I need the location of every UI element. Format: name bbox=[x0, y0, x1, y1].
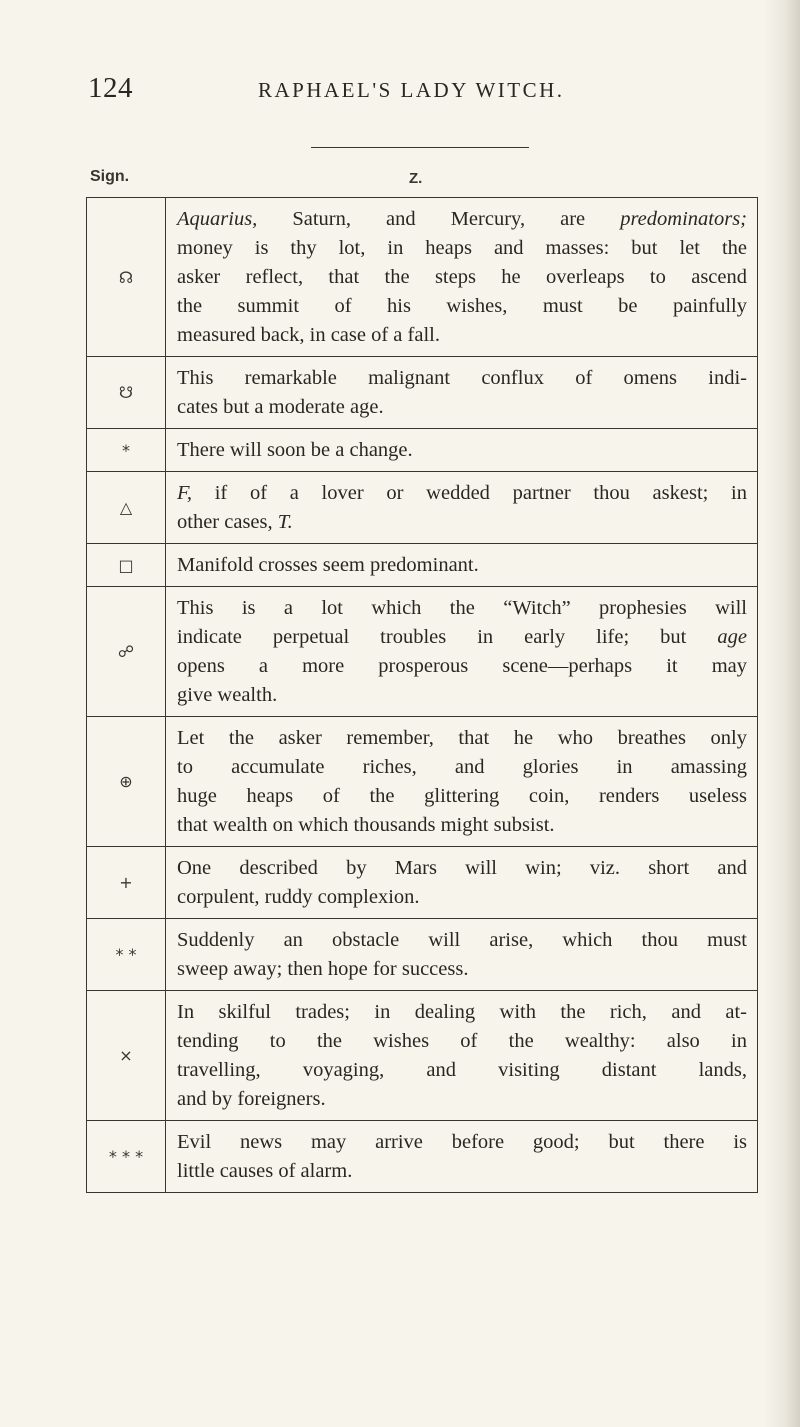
text-segment: corpulent, ruddy complexion. bbox=[177, 886, 420, 908]
text-line bbox=[177, 321, 747, 350]
answer-text bbox=[166, 847, 757, 918]
sign-symbol: * bbox=[87, 429, 166, 471]
text-segment: F, bbox=[177, 482, 193, 504]
sign-table bbox=[86, 197, 758, 1193]
text-line bbox=[177, 753, 747, 782]
text-segment: Saturn, and Mercury, are bbox=[257, 208, 621, 230]
text-segment: tending to the wishes of the wealthy: also in bbox=[177, 1030, 747, 1052]
answer-text bbox=[166, 991, 757, 1120]
column-heading-sign: Sign. bbox=[90, 168, 130, 185]
table-row bbox=[87, 847, 757, 919]
text-segment: In skilful trades; in dealing with the rich, and at- bbox=[177, 1001, 747, 1023]
sign-symbol: * * * bbox=[87, 1121, 166, 1192]
sign-symbol: ☋ bbox=[87, 357, 166, 428]
table-row bbox=[87, 544, 757, 587]
text-line bbox=[177, 263, 747, 292]
text-segment: give wealth. bbox=[177, 684, 278, 706]
text-segment: opens a more prosperous scene—perhaps it may bbox=[177, 655, 747, 677]
answer-text bbox=[166, 717, 757, 846]
text-line bbox=[177, 955, 747, 984]
column-heading-letter: Z. bbox=[409, 170, 423, 187]
sign-symbol: ☍ bbox=[87, 587, 166, 716]
text-segment: that wealth on which thousands might subsist. bbox=[177, 814, 555, 836]
table-row bbox=[87, 991, 757, 1121]
answer-text bbox=[166, 472, 757, 543]
text-line bbox=[177, 594, 747, 623]
table-row bbox=[87, 587, 757, 717]
table-row bbox=[87, 1121, 757, 1193]
answer-text bbox=[166, 587, 757, 716]
answer-text bbox=[166, 198, 757, 356]
answer-text bbox=[166, 1121, 757, 1192]
text-line bbox=[177, 926, 747, 955]
text-segment: other cases, bbox=[177, 511, 278, 533]
text-line bbox=[177, 393, 747, 422]
text-line bbox=[177, 652, 747, 681]
text-segment: sweep away; then hope for success. bbox=[177, 958, 469, 980]
text-segment: huge heaps of the glittering coin, renders useless bbox=[177, 785, 747, 807]
text-segment: This remarkable malignant conflux of omens indi- bbox=[177, 367, 747, 389]
text-segment: Aquarius, bbox=[177, 208, 258, 230]
text-segment: This is a lot which the “Witch” prophesies will bbox=[177, 597, 747, 619]
text-segment: indicate perpetual troubles in early life; but bbox=[177, 626, 718, 648]
header-rule bbox=[311, 147, 529, 148]
text-segment: asker reflect, that the steps he overleaps to ascend bbox=[177, 266, 747, 288]
text-line bbox=[177, 292, 747, 321]
text-segment: little causes of alarm. bbox=[177, 1160, 353, 1182]
sign-symbol: □ bbox=[87, 544, 166, 586]
text-segment: to accumulate riches, and glories in amassing bbox=[177, 756, 747, 778]
text-line bbox=[177, 883, 747, 912]
text-line bbox=[177, 681, 747, 710]
text-line bbox=[177, 1027, 747, 1056]
running-head: RAPHAEL'S LADY WITCH. bbox=[258, 78, 565, 102]
table-row bbox=[87, 919, 757, 991]
text-line bbox=[177, 1157, 747, 1186]
text-segment: travelling, voyaging, and visiting distant lands, bbox=[177, 1059, 747, 1081]
text-segment: predominators; bbox=[620, 208, 747, 230]
text-line bbox=[177, 782, 747, 811]
table-row bbox=[87, 429, 757, 472]
text-segment: There will soon be a change. bbox=[177, 439, 413, 461]
text-line bbox=[177, 479, 747, 508]
answer-text bbox=[166, 429, 757, 471]
text-segment: Evil news may arrive before good; but there is bbox=[177, 1131, 747, 1153]
text-segment: One described by Mars will win; viz. short and bbox=[177, 857, 747, 879]
text-line bbox=[177, 551, 747, 580]
text-line bbox=[177, 234, 747, 263]
sign-symbol: ☊ bbox=[87, 198, 166, 356]
text-segment: Suddenly an obstacle will arise, which thou must bbox=[177, 929, 747, 951]
text-line bbox=[177, 1056, 747, 1085]
text-line bbox=[177, 854, 747, 883]
text-segment: T. bbox=[277, 511, 293, 533]
sign-symbol: × bbox=[87, 991, 166, 1120]
page-header bbox=[88, 72, 748, 122]
page-number: 124 bbox=[88, 72, 133, 104]
text-segment: measured back, in case of a fall. bbox=[177, 324, 440, 346]
text-line bbox=[177, 811, 747, 840]
text-segment: cates but a moderate age. bbox=[177, 396, 384, 418]
table-row bbox=[87, 357, 757, 429]
answer-text bbox=[166, 357, 757, 428]
text-line bbox=[177, 724, 747, 753]
answer-text bbox=[166, 544, 757, 586]
table-row bbox=[87, 472, 757, 544]
sign-symbol: ⊕ bbox=[87, 717, 166, 846]
answer-text bbox=[166, 919, 757, 990]
text-line bbox=[177, 364, 747, 393]
table-row bbox=[87, 717, 757, 847]
table-row bbox=[87, 198, 757, 357]
text-line bbox=[177, 998, 747, 1027]
text-segment: Manifold crosses seem predominant. bbox=[177, 554, 479, 576]
text-segment: age bbox=[717, 626, 747, 648]
text-line bbox=[177, 205, 747, 234]
text-line bbox=[177, 1128, 747, 1157]
text-segment: the summit of his wishes, must be painfully bbox=[177, 295, 747, 317]
text-segment: and by foreigners. bbox=[177, 1088, 326, 1110]
text-line bbox=[177, 436, 747, 465]
text-line bbox=[177, 623, 747, 652]
text-segment: money is thy lot, in heaps and masses: but let the bbox=[177, 237, 747, 259]
page-edge-shadow bbox=[764, 0, 800, 1427]
text-line bbox=[177, 508, 747, 537]
text-line bbox=[177, 1085, 747, 1114]
text-segment: if of a lover or wedded partner thou askest; in bbox=[192, 482, 747, 504]
sign-symbol: + bbox=[87, 847, 166, 918]
text-segment: Let the asker remember, that he who breathes only bbox=[177, 727, 747, 749]
sign-symbol: * * bbox=[87, 919, 166, 990]
sign-symbol: △ bbox=[87, 472, 166, 543]
